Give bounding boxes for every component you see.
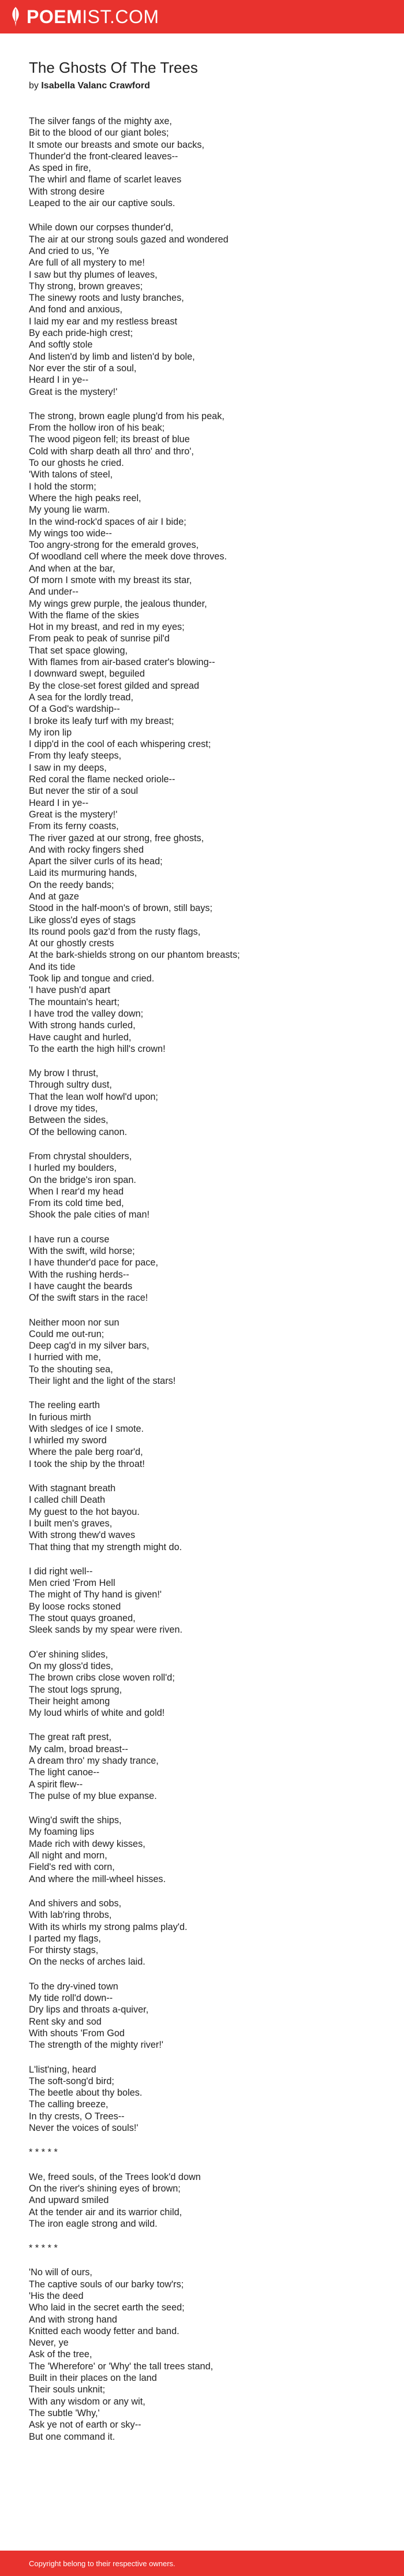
poem-stanza <box>29 1483 381 1553</box>
poem-line: The air at our strong souls gazed and wondered <box>29 234 229 245</box>
poem-line: Took lip and tongue and cried. <box>29 973 155 984</box>
poem-line: Sleek sands by my spear were riven. <box>29 1625 183 1636</box>
poem-line: My brow I thrust, <box>29 1068 99 1079</box>
poem-line: With shouts 'From God <box>29 2028 125 2039</box>
poem-line: To the earth the high hill's crown! <box>29 1043 166 1054</box>
poem-line: Have caught and hurled, <box>29 1032 132 1043</box>
poem-line: The stout logs sprung, <box>29 1684 122 1695</box>
poem-line: And cried to us, 'Ye <box>29 245 110 256</box>
poem-line: I whirled my sword <box>29 1435 107 1446</box>
poem-line: Shook the pale cities of man! <box>29 1209 150 1220</box>
poem-line: Red coral the flame necked oriole-- <box>29 774 175 785</box>
poem-stanza <box>29 222 381 397</box>
poem-line: A spirit flew-- <box>29 1779 83 1790</box>
poem-stanza <box>29 1981 381 2051</box>
poem-line: From peak to peak of sunrise pil'd <box>29 633 170 644</box>
poem-line: With strong hands curled, <box>29 1020 136 1031</box>
poem-line: I hurled my boulders, <box>29 1163 117 1174</box>
poem-line: By each pride-high crest; <box>29 328 133 339</box>
poem-line: I parted my flags, <box>29 1933 101 1944</box>
poem-line: My loud whirls of white and gold! <box>29 1708 165 1719</box>
poem-line: And when at the bar, <box>29 563 115 574</box>
poem-line: Who laid in the secret earth the seed; <box>29 2302 185 2313</box>
poem-line: Could me out-run; <box>29 1328 104 1339</box>
poem-line: Their souls unknit; <box>29 2384 106 2395</box>
poem-line: 'His the deed <box>29 2290 84 2301</box>
poem-line: The subtle 'Why,' <box>29 2407 100 2418</box>
poem-line: The mountain's heart; <box>29 996 119 1007</box>
poem-line: Never, ye <box>29 2338 69 2349</box>
poem-line: I downward swept, beguiled <box>29 669 145 680</box>
poem-line: As sped in fire, <box>29 163 91 174</box>
poem-line: With the flame of the skies <box>29 610 139 621</box>
poem-line: I saw in my deeps, <box>29 762 107 773</box>
poem-line: But one command it. <box>29 2431 115 2442</box>
poem-line: The soft-song'd bird; <box>29 2075 114 2086</box>
poem-body <box>29 115 381 2443</box>
poem-stanza <box>29 1815 381 1885</box>
poem-line: With flames from air-based crater's blowing-- <box>29 657 215 668</box>
poem-line: Heard I in ye-- <box>29 797 89 808</box>
poem-line: And softly stole <box>29 339 93 350</box>
poem-line: I broke its leafy turf with my breast; <box>29 715 174 726</box>
poem-line: Of woodland cell where the meek dove throves. <box>29 551 227 562</box>
poem-line: The light canoe-- <box>29 1767 100 1778</box>
poem-line: Thy strong, brown greaves; <box>29 281 143 292</box>
poem-stanza <box>29 2064 381 2134</box>
poem-line: My wings too wide-- <box>29 528 112 539</box>
poem-line: Where the pale berg roar'd, <box>29 1447 143 1458</box>
poem-line: The strength of the mighty river!' <box>29 2040 163 2051</box>
poem-line: With strong desire <box>29 186 105 197</box>
poem-line: In thy crests, O Trees-- <box>29 2111 125 2122</box>
poem-line: Its round pools gaz'd from the rusty flags, <box>29 926 201 937</box>
poem-line: And at gaze <box>29 891 79 902</box>
poem-line: I did right well-- <box>29 1566 93 1577</box>
poem-stanza <box>29 1234 381 1304</box>
poem-line: Apart the silver curls of its head; <box>29 856 163 867</box>
poem-line: The 'Wherefore' or 'Why' the tall trees stand, <box>29 2361 214 2372</box>
poem-line: And its tide <box>29 961 76 972</box>
poem-line: The strong, brown eagle plung'd from his peak, <box>29 410 225 421</box>
poem-line: And with strong hand <box>29 2314 117 2325</box>
poem-line: Men cried 'From Hell <box>29 1578 115 1589</box>
poem-line: 'I have push'd apart <box>29 985 111 996</box>
poem-line: At the tender air and its warrior child, <box>29 2207 182 2217</box>
poem-line: When I rear'd my head <box>29 1186 124 1197</box>
poem-line: Great is the mystery!' <box>29 386 118 397</box>
poem-line: 'No will of ours, <box>29 2267 92 2278</box>
poem-stanza <box>29 1067 381 1138</box>
poem-line: The great raft prest, <box>29 1732 111 1743</box>
poem-line: The sinewy roots and lusty branches, <box>29 293 184 304</box>
poem-line: For thirsty stags, <box>29 1945 99 1956</box>
poem-stanza <box>29 1898 381 1968</box>
poem-line: From its ferny coasts, <box>29 821 119 832</box>
poem-stanza <box>29 1317 381 1387</box>
poem-line: The wood pigeon fell; its breast of blue <box>29 434 190 445</box>
poem-line: To the shouting sea, <box>29 1364 113 1375</box>
poem-line: * * * * * <box>29 2243 58 2254</box>
poem-line: I built men's graves, <box>29 1518 113 1529</box>
poem-line: Through sultry dust, <box>29 1080 112 1091</box>
poem-line: My calm, broad breast-- <box>29 1744 128 1754</box>
poem-line: I called chill Death <box>29 1495 106 1506</box>
copyright-text: Copyright belong to their respective owners. <box>29 2559 175 2568</box>
poem-line: And under-- <box>29 587 78 598</box>
poem-line: Ask ye not of earth or sky-- <box>29 2420 141 2431</box>
poem-stanza <box>29 115 381 209</box>
poem-stanza <box>29 410 381 1055</box>
poem-line: The pulse of my blue expanse. <box>29 1790 157 1801</box>
poem-line: That the lean wolf howl'd upon; <box>29 1091 158 1102</box>
poem-line: On the river's shining eyes of brown; <box>29 2183 181 2194</box>
poem-line: With lab'ring throbs, <box>29 1910 112 1921</box>
poem-line: And listen'd by limb and listen'd by bole, <box>29 351 195 362</box>
poem-line: My young lie warm. <box>29 505 110 516</box>
poem-line: I laid my ear and my restless breast <box>29 316 177 327</box>
poem-line: Laid its murmuring hands, <box>29 868 137 879</box>
byline <box>29 81 381 91</box>
poem-line: Are full of all mystery to me! <box>29 257 145 268</box>
poem-line: I dipp'd in the cool of each whispering crest; <box>29 739 211 750</box>
poem-line: We, freed souls, of the Trees look'd down <box>29 2171 201 2182</box>
poem-line: My guest to the hot bayou. <box>29 1506 140 1517</box>
poem-stanza <box>29 1566 381 1636</box>
poem-line: Built in their places on the land <box>29 2373 157 2384</box>
poem-line: O'er shining slides, <box>29 1649 109 1660</box>
poem-line: From its cold time bed, <box>29 1198 124 1209</box>
poem-line: I drove my tides, <box>29 1103 98 1114</box>
poem-line: * * * * * <box>29 2147 58 2158</box>
poem-line: Leaped to the air our captive souls. <box>29 198 175 209</box>
poem-line: And where the mill-wheel hisses. <box>29 1873 166 1884</box>
poem-stanza <box>29 2171 381 2230</box>
poem-line: Dry lips and throats a-quiver, <box>29 2004 149 2015</box>
poem-line: Where the high peaks reel, <box>29 492 141 503</box>
poem-line: With the rushing herds-- <box>29 1269 129 1280</box>
logo-text-bold: POEM <box>27 6 83 27</box>
poem-line: With stagnant breath <box>29 1483 116 1494</box>
poem-stanza <box>29 1649 381 1719</box>
poem-line: In the wind-rock'd spaces of air I bide; <box>29 516 186 527</box>
poem-line: To the dry-vined town <box>29 1981 118 1992</box>
poem-line: Cold with sharp death all thro' and thro', <box>29 446 194 457</box>
poem-line: Field's red with corn, <box>29 1862 115 1873</box>
poem-line: Ask of the tree, <box>29 2349 92 2360</box>
poem-line: Deep cag'd in my silver bars, <box>29 1341 149 1352</box>
poem-line: The river gazed at our strong, free ghosts, <box>29 832 204 843</box>
poem-line: At the bark-shields strong on our phantom breasts; <box>29 950 240 961</box>
poem-line: With its whirls my strong palms play'd. <box>29 1921 188 1932</box>
poem-line: The iron eagle strong and wild. <box>29 2218 158 2229</box>
author-link[interactable]: Isabella Valanc Crawford <box>41 81 150 91</box>
poem-line: I hurried with me, <box>29 1352 101 1363</box>
poem-line: Hot in my breast, and red in my eyes; <box>29 622 185 633</box>
poem-line: Rent sky and sod <box>29 2016 102 2027</box>
poem-line: I saw but thy plumes of leaves, <box>29 269 158 280</box>
poem-line: From the hollow iron of his beak; <box>29 423 165 434</box>
poem-line: Their height among <box>29 1696 110 1707</box>
poem-line: My foaming lips <box>29 1827 95 1838</box>
poem-line: The calling breeze, <box>29 2099 109 2110</box>
poem-line: I have caught the beards <box>29 1280 133 1291</box>
poem-line: Thunder'd the front-cleared leaves-- <box>29 151 178 162</box>
poem-line: On the necks of arches laid. <box>29 1957 145 1968</box>
poem-line: Stood in the half-moon's of brown, still bays; <box>29 903 213 914</box>
poem-line: On the bridge's iron span. <box>29 1174 136 1185</box>
poem-line: And upward smiled <box>29 2195 109 2206</box>
poem-line: 'With talons of steel, <box>29 469 113 480</box>
poem-line: And shivers and sobs, <box>29 1898 122 1909</box>
poem-line: Bit to the blood of our giant boles; <box>29 128 169 139</box>
poem-line: The might of Thy hand is given!' <box>29 1589 162 1600</box>
poem-line: By the close-set forest gilded and spread <box>29 680 200 691</box>
poem-line: I hold the storm; <box>29 481 96 492</box>
poem-line: With strong thew'd waves <box>29 1530 136 1541</box>
poem-line: By loose rocks stoned <box>29 1601 121 1612</box>
poem-line: It smote our breasts and smote our backs, <box>29 139 205 150</box>
poem-stanza <box>29 2242 381 2254</box>
poem-line: From thy leafy steeps, <box>29 751 122 761</box>
poem-line: Great is the mystery!' <box>29 809 118 820</box>
poem-line: The reeling earth <box>29 1400 100 1411</box>
poem-line: Of the bellowing canon. <box>29 1126 128 1137</box>
poem-line: While down our corpses thunder'd, <box>29 222 174 233</box>
poem-line: All night and morn, <box>29 1850 107 1861</box>
poem-line: On the reedy bands; <box>29 879 114 890</box>
poem-stanza <box>29 1399 381 1470</box>
poem-line: Wing'd swift the ships, <box>29 1815 122 1826</box>
site-logo[interactable] <box>10 6 159 28</box>
poem-line: L'list'ning, heard <box>29 2064 96 2075</box>
poem-line: My wings grew purple, the jealous thunder, <box>29 598 207 609</box>
poem-line: Like gloss'd eyes of stags <box>29 914 136 925</box>
poem-line: The captive souls of our barky tow'rs; <box>29 2279 184 2290</box>
top-bar <box>0 0 404 33</box>
poem-line: Never the voices of souls!' <box>29 2123 139 2134</box>
poem-line: The silver fangs of the mighty axe, <box>29 116 172 126</box>
poem-stanza <box>29 2267 381 2442</box>
poem-line: That thing that my strength might do. <box>29 1541 182 1552</box>
poem-line: With any wisdom or any wit, <box>29 2396 145 2407</box>
poem-line: My tide roll'd down-- <box>29 1993 113 2004</box>
poem-line: My iron lip <box>29 727 72 738</box>
poem-line: I have trod the valley down; <box>29 1008 144 1019</box>
poem-line: Of a God's wardship-- <box>29 704 120 715</box>
poem-line: Made rich with dewy kisses, <box>29 1838 145 1849</box>
poem-container <box>29 58 381 2455</box>
poem-line: The stout quays groaned, <box>29 1613 136 1624</box>
logo-text-light: IST.COM <box>82 6 159 27</box>
poem-line: At our ghostly crests <box>29 938 114 949</box>
poem-line: To our ghosts he cried. <box>29 458 124 469</box>
poem-line: The whirl and flame of scarlet leaves <box>29 174 182 185</box>
poem-line: With sledges of ice I smote. <box>29 1423 144 1434</box>
poem-line: Too angry-strong for the emerald groves, <box>29 540 199 551</box>
poem-stanza <box>29 2146 381 2158</box>
poem-line: With the swift, wild horse; <box>29 1246 135 1257</box>
quill-icon <box>10 7 21 27</box>
byline-prefix: by <box>29 81 39 91</box>
poem-line: But never the stir of a soul <box>29 786 139 797</box>
poem-title: The Ghosts Of The Trees <box>29 59 198 76</box>
poem-line: That set space glowing, <box>29 645 128 656</box>
poem-line: On my gloss'd tides, <box>29 1660 114 1671</box>
poem-line: Of morn I smote with my breast its star, <box>29 574 192 585</box>
poem-line: Of the swift stars in the race! <box>29 1293 148 1304</box>
poem-line: And with rocky fingers shed <box>29 844 144 855</box>
poem-line: I have run a course <box>29 1234 110 1245</box>
poem-line: I have thunder'd pace for pace, <box>29 1257 158 1268</box>
footer-bar <box>0 2551 404 2576</box>
poem-line: A sea for the lordly tread, <box>29 692 134 703</box>
poem-line: Knitted each woody fetter and band. <box>29 2325 179 2336</box>
poem-line: The brown cribs close woven roll'd; <box>29 1672 175 1683</box>
poem-line: Their light and the light of the stars! <box>29 1375 176 1386</box>
poem-stanza <box>29 1151 381 1221</box>
poem-line: I took the ship by the throat! <box>29 1458 145 1469</box>
poem-stanza <box>29 1731 381 1802</box>
poem-line: Between the sides, <box>29 1115 109 1126</box>
poem-line: A dream thro' my shady trance, <box>29 1756 159 1766</box>
poem-line: Heard I in ye-- <box>29 375 89 386</box>
poem-line: From chrystal shoulders, <box>29 1151 132 1162</box>
poem-line: The beetle about thy boles. <box>29 2088 143 2099</box>
poem-line: In furious mirth <box>29 1412 91 1423</box>
poem-line: Nor ever the stir of a soul, <box>29 363 137 374</box>
poem-line: Neither moon nor sun <box>29 1317 119 1328</box>
poem-line: And fond and anxious, <box>29 304 123 315</box>
